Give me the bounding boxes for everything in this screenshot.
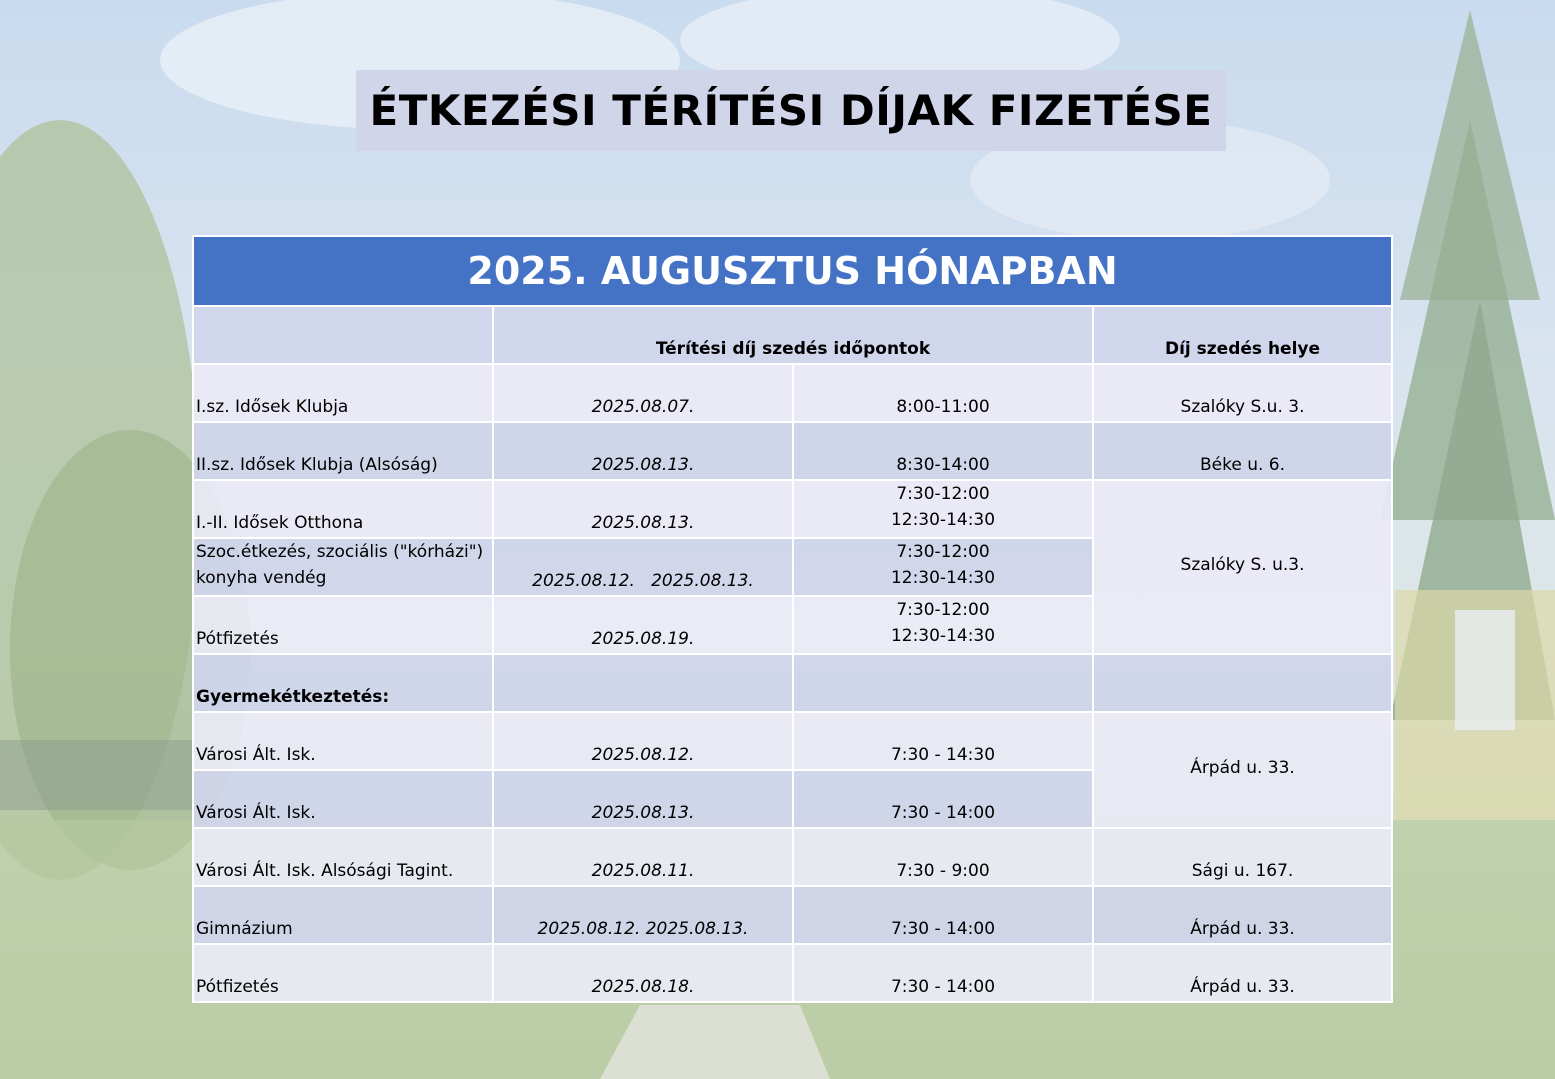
row-time — [793, 538, 1093, 596]
row-place: Szalóky S.u. 3. — [1093, 364, 1392, 422]
fee-schedule-table — [192, 235, 1393, 1003]
row-name: Pótfizetés — [193, 944, 493, 1002]
header-times: Térítési díj szedés időpontok — [493, 306, 1093, 364]
row-time-line: 12:30-14:30 — [890, 626, 996, 646]
table-row — [193, 364, 1392, 422]
row-time: 7:30 - 14:00 — [793, 886, 1093, 944]
title-box — [356, 70, 1226, 151]
row-place-merged: Árpád u. 33. — [1093, 712, 1392, 828]
section-heading-children: Gyermekétkeztetés: — [193, 654, 493, 712]
row-name: I.-II. Idősek Otthona — [193, 480, 493, 538]
row-date: 2025.08.12. 2025.08.13. — [493, 886, 793, 944]
row-time: 7:30 - 14:00 — [793, 944, 1093, 1002]
row-name: II.sz. Idősek Klubja (Alsóság) — [193, 422, 493, 480]
table-row — [193, 944, 1392, 1002]
row-date: 2025.08.11. — [493, 828, 793, 886]
row-time: 7:30 - 9:00 — [793, 828, 1093, 886]
header-empty — [193, 306, 493, 364]
row-time-line: 12:30-14:30 — [890, 568, 996, 588]
row-date: 2025.08.18. — [493, 944, 793, 1002]
row-name: Városi Ált. Isk. — [193, 770, 493, 828]
row-name: Gimnázium — [193, 886, 493, 944]
row-place: Béke u. 6. — [1093, 422, 1392, 480]
header-row — [193, 306, 1392, 364]
month-band — [193, 236, 1392, 306]
empty-cell — [793, 654, 1093, 712]
table-row — [193, 828, 1392, 886]
row-time: 7:30 - 14:00 — [793, 770, 1093, 828]
row-name-line: konyha vendég — [196, 568, 327, 588]
row-date: 2025.08.07. — [493, 364, 793, 422]
row-name: Városi Ált. Isk. — [193, 712, 493, 770]
table-row — [193, 480, 1392, 538]
page-title: ÉTKEZÉSI TÉRÍTÉSI DÍJAK FIZETÉSE — [369, 86, 1213, 135]
row-place-merged: Szalóky S. u.3. — [1093, 480, 1392, 654]
row-name: Városi Ált. Isk. Alsósági Tagint. — [193, 828, 493, 886]
empty-cell — [493, 654, 793, 712]
row-place: Árpád u. 33. — [1093, 886, 1392, 944]
row-place: Árpád u. 33. — [1093, 944, 1392, 1002]
table-row — [193, 422, 1392, 480]
row-time: 7:30 - 14:30 — [793, 712, 1093, 770]
row-date: 2025.08.13. — [493, 422, 793, 480]
row-time-line: 7:30-12:00 — [896, 542, 990, 562]
row-time — [793, 480, 1093, 538]
row-name: Pótfizetés — [193, 596, 493, 654]
row-date: 2025.08.13. — [493, 770, 793, 828]
row-place: Sági u. 167. — [1093, 828, 1392, 886]
row-date: 2025.08.13. — [493, 480, 793, 538]
row-name: I.sz. Idősek Klubja — [193, 364, 493, 422]
row-name — [193, 538, 493, 596]
row-time-line: 7:30-12:00 — [896, 484, 990, 504]
row-date: 2025.08.12. 2025.08.13. — [493, 538, 793, 596]
month-heading: 2025. AUGUSZTUS HÓNAPBAN — [193, 236, 1392, 306]
row-time-line: 12:30-14:30 — [890, 510, 996, 530]
row-date: 2025.08.19. — [493, 596, 793, 654]
row-name-line: Szoc.étkezés, szociális ("kórházi") — [196, 542, 484, 562]
header-place: Díj szedés helye — [1093, 306, 1392, 364]
row-time: 8:00-11:00 — [793, 364, 1093, 422]
row-time: 8:30-14:00 — [793, 422, 1093, 480]
row-time — [793, 596, 1093, 654]
table-row — [193, 654, 1392, 712]
table-row — [193, 712, 1392, 770]
empty-cell — [1093, 654, 1392, 712]
table-row — [193, 886, 1392, 944]
row-date: 2025.08.12. — [493, 712, 793, 770]
row-time-line: 7:30-12:00 — [896, 600, 990, 620]
